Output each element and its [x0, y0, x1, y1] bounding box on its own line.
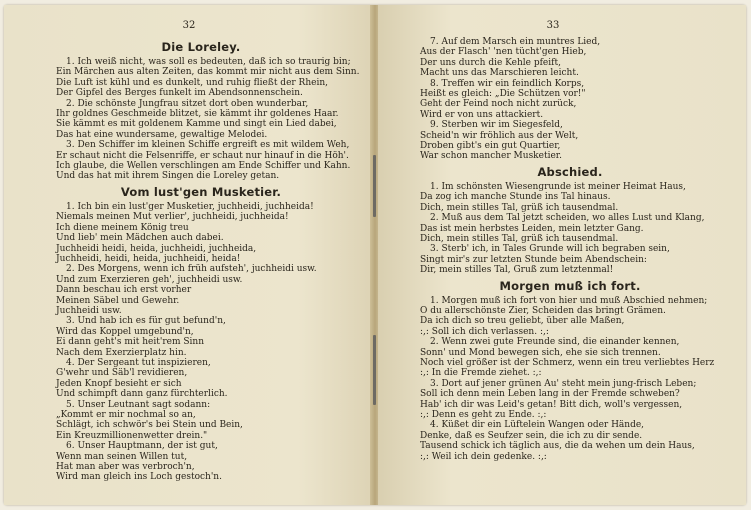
stanza-first-line: 4. Küßet dir ein Lüftelein Wangen oder Hände,	[430, 420, 645, 431]
stanza	[56, 202, 346, 264]
verse-line: Singt mir's zur letzten Stunde beim Abendschein:	[420, 254, 647, 265]
verse-line: Hat man aber was verbroch'n,	[56, 462, 195, 473]
verse-line: Das hat eine wundersame, gewaltige Melodei.	[56, 129, 268, 140]
verse-line: Ei dann geht's mit heit'rem Sinn	[56, 337, 204, 348]
stanza	[56, 316, 346, 358]
verse-line: Macht uns das Marschieren leicht.	[420, 68, 579, 79]
verse-line: Juchheidi usw.	[56, 305, 122, 316]
verse-line: Droben gibt's ein gut Quartier,	[420, 141, 561, 152]
verse-line: Wird das Koppel umgebund'n,	[56, 326, 194, 337]
stanza	[56, 264, 346, 316]
stanza	[56, 140, 351, 182]
verse-line: Soll ich denn mein Leben lang in der Fremde schweben?	[420, 389, 680, 400]
verse-line: Das ist mein herbstes Leiden, mein letzter Gang.	[420, 223, 644, 234]
stanza	[56, 99, 346, 141]
verse-line: Geht der Feind noch nicht zurück,	[420, 99, 577, 110]
stanza	[420, 379, 720, 421]
stanza-first-line: 8. Treffen wir ein feindlich Korps,	[430, 78, 585, 89]
verse-line: Der Gipfel des Berges funkelt im Abendsonnenschein.	[56, 88, 303, 99]
verse-line: Hab' ich dir was Leid's getan! Bitt dich, woll's vergessen,	[420, 399, 683, 410]
stanza-first-line: 1. Ich bin ein lust'ger Musketier, juchheidi, juchheida!	[66, 201, 314, 212]
left-page	[4, 5, 372, 505]
verse-line: Dich, mein stilles Tal, grüß ich tausendmal.	[420, 202, 619, 213]
verse-line: Tausend schick ich täglich aus, die da wehen um dein Haus,	[420, 441, 695, 452]
verse-line: :,: Denn es geht zu Ende. :,:	[420, 410, 547, 420]
verse-line: :,: Soll ich dich verlassen. :,:	[420, 326, 549, 337]
verse-line: Ich diene meinem König treu	[56, 222, 189, 233]
right-page-content	[420, 37, 720, 462]
verse-line: Sonn' und Mond bewegen sich, ehe sie sich trennen.	[420, 347, 661, 358]
verse-line: Ich glaube, die Wellen verschlingen am Ende Schiffer und Kahn.	[56, 161, 351, 172]
verse-line: Wird er von uns attackiert.	[420, 109, 544, 120]
verse-line: Niemals meinen Mut verlier', juchheidi, juchheida!	[56, 212, 289, 223]
staple-upper	[373, 155, 376, 217]
verse-line: Ein Märchen aus alten Zeiten, das kommt mir nicht aus dem Sinn.	[56, 67, 360, 78]
verse-line: Er schaut nicht die Felsenriffe, er schaut nur hinauf in die Höh'.	[56, 150, 349, 161]
stanza-first-line: 6. Unser Hauptmann, der ist gut,	[66, 441, 218, 452]
verse-line: Schlägt, ich schwör's bei Stein und Bein,	[56, 420, 243, 431]
stanza	[56, 358, 346, 400]
verse-line: Der uns durch die Kehle pfeift,	[420, 57, 561, 68]
song-title: Die Loreley.	[161, 40, 241, 54]
verse-line: Und zum Exerzieren geh', juchheidi usw.	[56, 274, 243, 285]
stanza-first-line: 4. Der Sergeant tut inspizieren,	[66, 357, 211, 368]
stanza-first-line: 2. Des Morgens, wenn ich früh aufsteh', juchheidi usw.	[66, 264, 317, 275]
stanza	[420, 296, 720, 338]
stanza	[420, 420, 720, 462]
left-page-content	[56, 37, 360, 483]
stanza-first-line: 2. Die schönste Jungfrau sitzet dort oben wunderbar,	[66, 98, 309, 109]
verse-line: Und das hat mit ihrem Singen die Loreley getan.	[56, 171, 280, 182]
stanza-first-line: 2. Muß aus dem Tal jetzt scheiden, wo alles Lust und Klang,	[430, 213, 705, 224]
verse-line: O du allerschönste Zier, Scheiden das bringt Grämen.	[420, 305, 666, 316]
stanza-first-line: 3. Den Schiffer im kleinen Schiffe ergreift es mit wildem Weh,	[66, 140, 350, 151]
stanza-first-line: 1. Im schönsten Wiesengrunde ist meiner Heimat Haus,	[430, 181, 686, 192]
stanza-first-line: 5. Unser Leutnant sagt sodann:	[66, 399, 211, 410]
verse-line: Wenn man seinen Willen tut,	[56, 451, 188, 462]
song-title: Abschied.	[537, 164, 603, 179]
stanza	[420, 337, 720, 379]
stanza	[420, 79, 720, 121]
verse-line: Da zog ich manche Stunde ins Tal hinaus.	[420, 192, 611, 203]
verse-line: :,: Weil ich dein gedenke. :,:	[420, 451, 547, 462]
verse-line: Die Luft ist kühl und es dunkelt, und ruhig fließt der Rhein,	[56, 77, 328, 88]
stanza	[56, 57, 360, 99]
stanza-first-line: 3. Sterb' ich, in Tales Grunde will ich begraben sein,	[430, 244, 670, 255]
stanza-first-line: 7. Auf dem Marsch ein muntres Lied,	[430, 37, 601, 47]
verse-line: „Kommt er mir nochmal so an,	[56, 410, 196, 420]
verse-line: Noch viel größer ist der Schmerz, wenn ein treu verliebtes Herz	[420, 357, 715, 368]
stanza	[56, 400, 346, 442]
page-number-right: 33	[546, 20, 560, 31]
verse-line: Meinen Säbel und Gewehr.	[56, 295, 180, 306]
verse-line: Juchheidi, heidi, heida, juchheidi, heida!	[56, 253, 241, 264]
verse-line: G'wehr und Säb'l revidieren,	[56, 368, 188, 379]
verse-line: Und schimpft dann ganz fürchterlich.	[56, 389, 228, 400]
verse-line: Da ich dich so treu geliebt, über alle Maßen,	[420, 316, 625, 327]
staple-lower	[373, 335, 376, 405]
verse-line: Juchheidi heidi, heida, juchheidi, juchheida,	[56, 243, 257, 254]
stanza	[420, 182, 720, 213]
page-number-left: 32	[182, 20, 196, 31]
verse-line: :,: In die Fremde ziehet. :,:	[420, 368, 542, 379]
verse-line: Ihr goldnes Geschmeide blitzet, sie kämmt ihr goldenes Haar.	[56, 109, 339, 120]
verse-line: Dir, mein stilles Tal, Gruß zum letztenmal!	[420, 265, 614, 276]
verse-line: Scheid'n wir fröhlich aus der Welt,	[420, 130, 579, 141]
verse-line: Aus der Flasch' 'nen tücht'gen Hieb,	[420, 47, 587, 58]
verse-line: Dann beschau ich erst vorher	[56, 285, 192, 296]
verse-line: Denke, daß es Seufzer sein, die ich zu dir sende.	[420, 430, 643, 441]
stanza-first-line: 9. Sterben wir im Siegesfeld,	[430, 120, 563, 131]
stanza-first-line: 1. Ich weiß nicht, was soll es bedeuten, daß ich so traurig bin;	[66, 57, 351, 67]
verse-line: War schon mancher Musketier.	[420, 151, 562, 162]
stanza	[56, 441, 346, 483]
verse-line: Sie kämmt es mit goldenem Kamme und singt ein Lied dabei,	[56, 119, 337, 130]
stanza	[420, 244, 720, 275]
right-page	[378, 5, 746, 505]
stanza-first-line: 3. Dort auf jener grünen Au' steht mein jung-frisch Leben;	[430, 378, 697, 389]
verse-line: Nach dem Exerzierplatz hin.	[56, 347, 187, 358]
stanza	[420, 213, 720, 244]
booklet-spread	[4, 5, 746, 505]
stanza	[420, 37, 720, 79]
verse-line: Wird man gleich ins Loch gestoch'n.	[56, 472, 222, 483]
verse-line: Dich, mein stilles Tal, grüß ich tausendmal.	[420, 233, 619, 244]
verse-line: Jeden Knopf besieht er sich	[56, 378, 182, 389]
song-title: Vom lust'gen Musketier.	[120, 184, 282, 199]
stanza-first-line: 3. Und hab ich es für gut befund'n,	[66, 316, 226, 327]
song-title: Morgen muß ich fort.	[499, 278, 641, 293]
stanza-first-line: 2. Wenn zwei gute Freunde sind, die einander kennen,	[430, 337, 680, 348]
stanza-first-line: 1. Morgen muß ich fort von hier und muß Abschied nehmen;	[430, 295, 708, 306]
verse-line: Ein Kreuzmillionenwetter drein."	[56, 430, 208, 441]
stanza	[420, 120, 720, 162]
verse-line: Und lieb' mein Mädchen auch dabei.	[56, 233, 224, 244]
verse-line: Heißt es gleich: „Die Schützen vor!"	[420, 89, 586, 100]
